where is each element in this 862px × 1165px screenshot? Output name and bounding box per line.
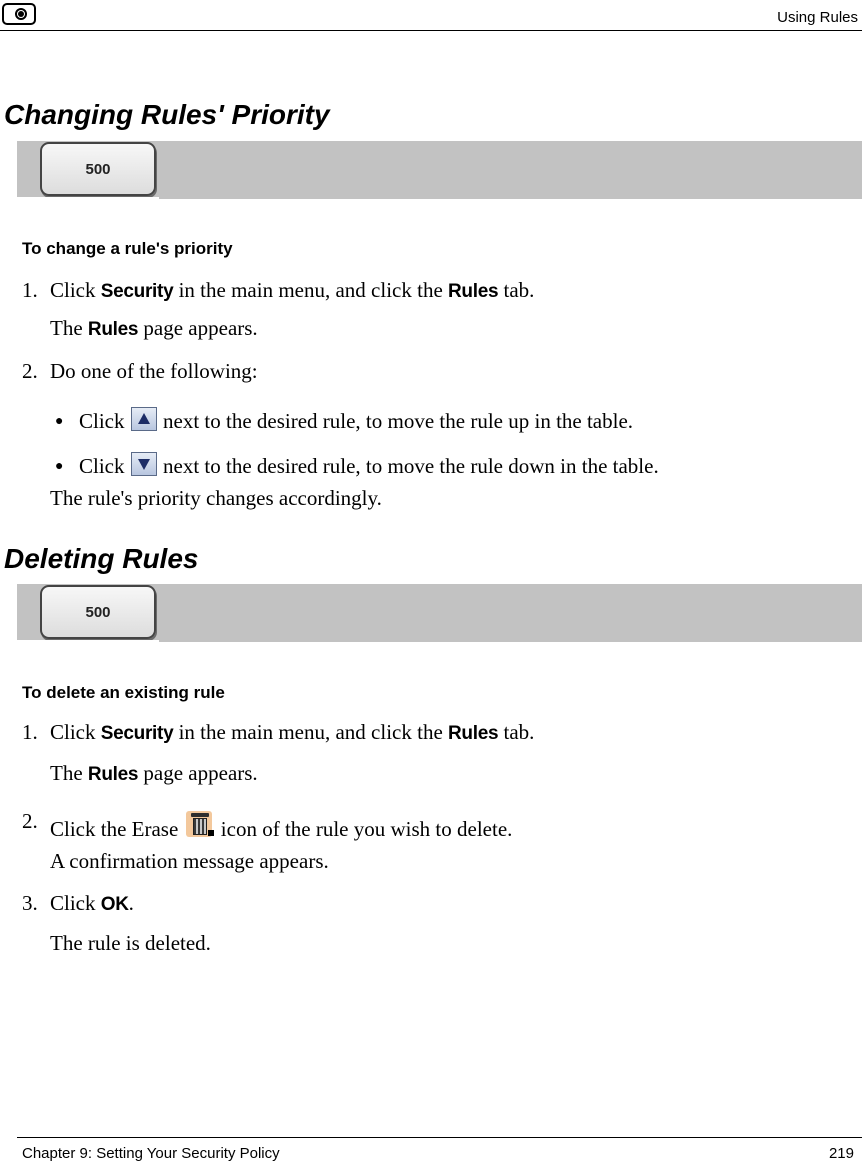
version-badge: 500 (40, 585, 156, 639)
arrow-up-icon (131, 407, 157, 431)
section-heading-priority: Changing Rules' Priority (4, 99, 330, 130)
ui-term-rules: Rules (87, 764, 139, 785)
footer-chapter: Chapter 9: Setting Your Security Policy (22, 1145, 280, 1162)
footer-divider (17, 1137, 862, 1138)
step-text: Click OK. (50, 891, 134, 915)
ui-term-security: Security (100, 281, 174, 302)
section-heading-deleting: Deleting Rules (4, 543, 199, 574)
ui-term-security: Security (100, 723, 174, 744)
running-header: Using Rules (777, 9, 858, 26)
ui-term-ok: OK (100, 894, 129, 915)
step-text: Click Security in the main menu, and click the Rules tab. (50, 278, 535, 302)
step-number: 2. (22, 359, 38, 383)
result-text: The rule's priority changes accordingly. (50, 486, 382, 510)
step-number: 2. (22, 809, 38, 833)
step-result: The Rules page appears. (50, 761, 258, 785)
bullet: ● (55, 414, 64, 429)
step-text: Click the Erase icon of the rule you wish to delete. (50, 809, 512, 842)
step-text: Do one of the following: (50, 359, 258, 383)
arrow-down-icon (131, 452, 157, 476)
bullet: ● (55, 459, 64, 474)
page-number: 219 (828, 1145, 854, 1162)
version-badge: 500 (40, 142, 156, 196)
ui-term-rules: Rules (448, 723, 499, 744)
step-number: 1. (22, 278, 38, 302)
step-result: The rule is deleted. (50, 931, 211, 955)
procedure-title: To delete an existing rule (22, 683, 225, 702)
step-number: 1. (22, 720, 38, 744)
trash-icon (185, 809, 215, 839)
step-result: The Rules page appears. (50, 316, 258, 340)
bullet-text: Click next to the desired rule, to move the rule up in the table. (79, 409, 634, 433)
bullet-text: Click next to the desired rule, to move the rule down in the table. (79, 454, 659, 478)
step-result: A confirmation message appears. (50, 849, 329, 873)
version-bar (17, 141, 862, 199)
step-number: 3. (22, 891, 38, 915)
procedure-title: To change a rule's priority (22, 239, 233, 258)
version-bar (17, 584, 862, 642)
ui-term-rules: Rules (448, 281, 499, 302)
ui-term-rules: Rules (87, 319, 139, 340)
header-divider (0, 30, 862, 31)
logo-icon (2, 3, 36, 25)
step-text: Click Security in the main menu, and click the Rules tab. (50, 720, 535, 744)
